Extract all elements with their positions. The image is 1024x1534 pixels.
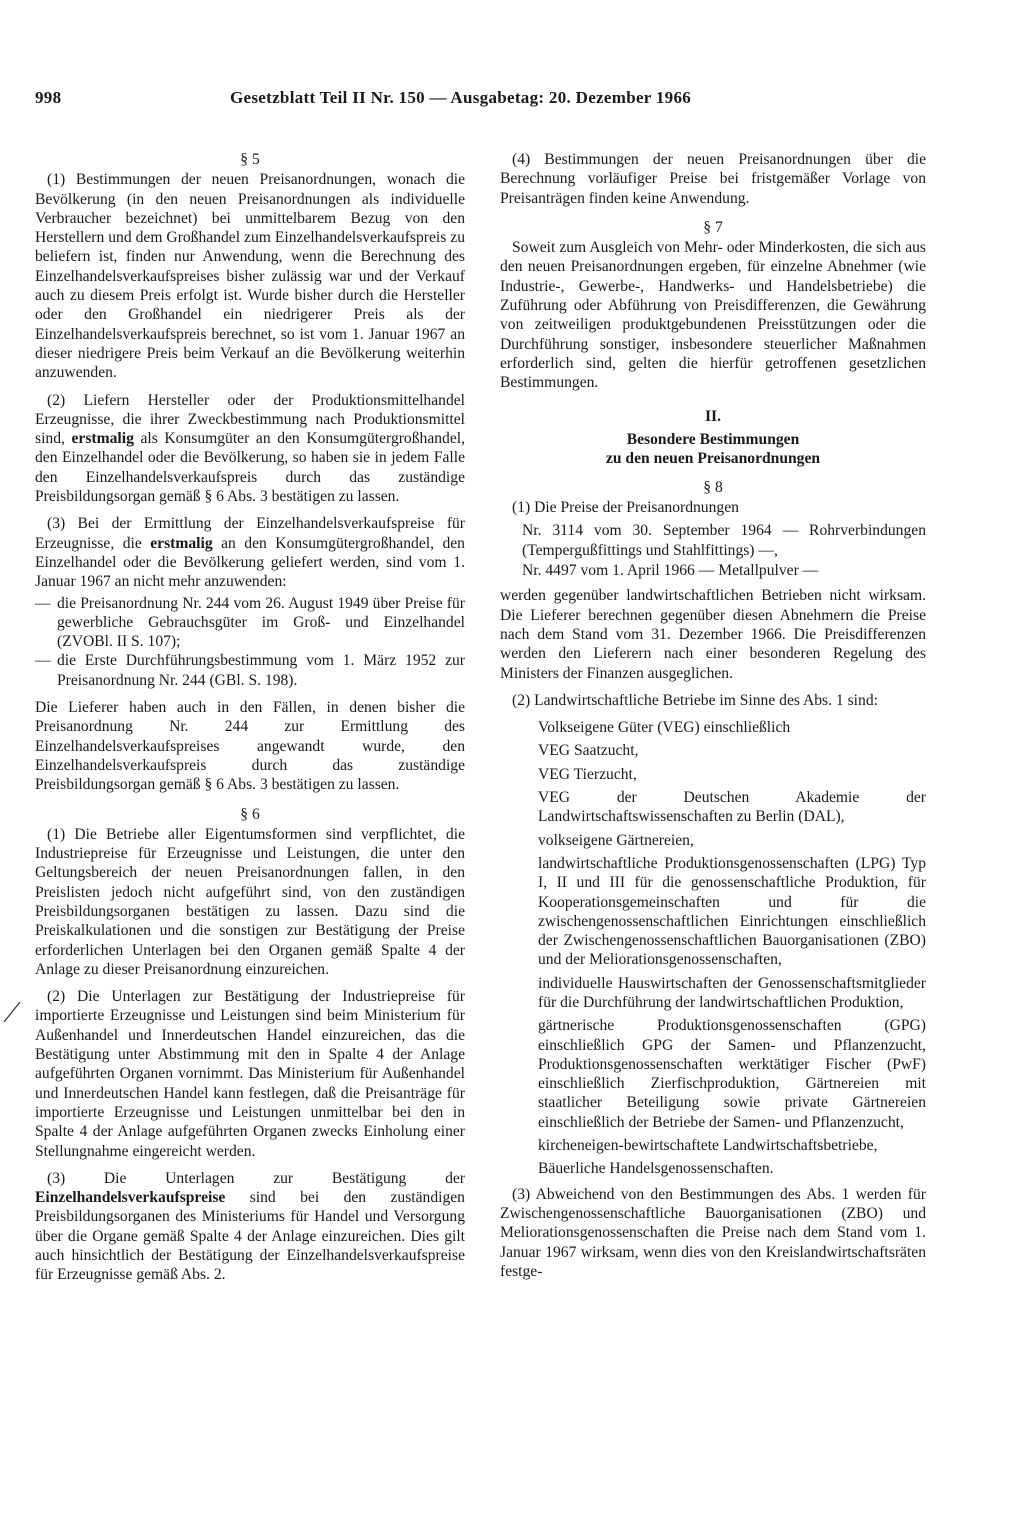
section5-paragraph2 bbox=[35, 391, 465, 507]
section6-paragraph4: (4) Bestimmungen der neuen Preisanordnungen über die Berechnung vorläufiger Preise bei fristgemäßer Vorlage von Preisanträgen finden keine Anwendung. bbox=[500, 151, 926, 207]
emphasis-erstmalig: erstmalig bbox=[150, 534, 213, 552]
farm-enterprise-list bbox=[500, 718, 926, 1179]
page-header bbox=[35, 88, 755, 114]
list-item: VEG Tierzucht, bbox=[538, 765, 637, 783]
list-item: Bäuerliche Handelsgenossenschaften. bbox=[538, 1160, 774, 1178]
section5-paragraph1: (1) Bestimmungen der neuen Preisanordnungen, wonach die Bevölkerung (in den neuen Preisanordnungen als individuelle Verbraucher bezeichnet) bei unmittelbarem Bezug von den Herstellern und dem Großhandel zum Einzelhandelsverkaufspreis zu beliefern ist, finden nur Anwendung, wenn die Berechnung des Einzelhandelsverkaufspreises bisher zulässig war und der Verkauf auch zu diesem Preis erfolgt ist. Wurde bisher durch die Hersteller oder den Großhandel ein niedrigerer Preis als der Einzelhandelsverkaufspreis berechnet, so ist vom 1. Januar 1967 an dieser niedrigere Preis beim Verkauf an die Bevölkerung weiterhin anzuwenden. bbox=[35, 171, 465, 382]
emphasis-einzelhandelsverkaufspreise: Einzelhandelsverkaufspreise bbox=[35, 1189, 226, 1207]
text-run: (3) Die Unterlagen zur Bestätigung der bbox=[47, 1169, 465, 1187]
section6-paragraph2: (2) Die Unterlagen zur Bestätigung der Industriepreise für importierte Erzeugnisse und Leistungen sind beim Ministerium für Außenhandel und Innerdeutschen Handel einzureichen, das die Bestätigung unter Abstimmung mit den in Spalte 4 der Anlage aufgeführten Organen vornimmt. Das Ministerium für Außenhandel und Innerdeutschen Handel kann festlegen, daß die Preisanträge für importierte Erzeugnisse und Leistungen unmittelbar bei den in Spalte 4 der Anlage aufgeführten Organen zwecks Einholung einer Stellungnahme eingereicht werden. bbox=[35, 988, 465, 1160]
list-item: gärtnerische Produktionsgenossenschaften (GPG) einschließlich GPG der Samen- und Pflanzenzucht, Produktionsgenossenschaften werktätiger Fischer (PwF) einschließlich Zierfischproduktion, Gärtnereien mit staatlicher Beteiligung sowie private Gärtnereien einschließlich der Betriebe der Samen- und Pflanzenzucht, bbox=[538, 1017, 926, 1131]
part-numeral: II. bbox=[704, 407, 722, 425]
part-title-line1: Besondere Bestimmungen bbox=[626, 430, 800, 448]
right-column bbox=[500, 150, 926, 1289]
running-title: Gesetzblatt Teil II Nr. 150 — Ausgabetag: 20. Dezember 1966 bbox=[230, 88, 692, 107]
section-heading-6: § 6 bbox=[240, 805, 260, 823]
decree-references bbox=[500, 521, 926, 580]
left-column bbox=[35, 150, 465, 1293]
section8-paragraph1-continued: werden gegenüber landwirtschaftlichen Betrieben nicht wirksam. Die Lieferer berechnen gegenüber diesen Abnehmern die Preise nach dem Stand vom 31. Dezember 1966. Die Preisdifferenzen werden den Lieferern nach einer besonderen Regelung des Ministers der Finanzen ausgeglichen. bbox=[500, 587, 926, 682]
dash-mark: — bbox=[35, 652, 51, 670]
dash-item-text: die Preisanordnung Nr. 244 vom 26. August 1949 über Preise für gewerbliche Gebrauchsgüter im Groß- und Einzelhandel (ZVOBl. II S. 107); bbox=[57, 594, 465, 651]
list-item: volkseigene Gärtnereien, bbox=[538, 831, 694, 849]
section-heading-7: § 7 bbox=[703, 218, 723, 236]
list-item: VEG Saatzucht, bbox=[538, 742, 639, 760]
text-run: an den Konsumgütergroßhandel, den Einzelhandel oder die Bevölkerung geliefert werden, sind vom 1. Januar 1967 an nicht mehr anzuwenden: bbox=[35, 534, 465, 591]
dash-item-text: die Erste Durchführungsbestimmung vom 1. März 1952 zur Preisanordnung Nr. 244 (GBl. S. 198). bbox=[57, 652, 465, 689]
dash-mark: — bbox=[35, 594, 51, 612]
list-item: Volkseigene Güter (VEG) einschließlich bbox=[538, 719, 791, 737]
section6-paragraph1: (1) Die Betriebe aller Eigentumsformen sind verpflichtet, die Industriepreise für Erzeugnisse und Leistungen, die unter den Geltungsbereich der neuen Preisanordnungen fallen, in den Preislisten jedoch nicht aufgeführt sind, von den zuständigen Preisbildungsorganen bestätigen zu lassen. Dazu sind die Preiskalkulationen und die sonstigen zur Bestätigung der Preise erforderlichen Unterlagen bei den Organen gemäß Spalte 4 der Anlage zu dieser Preisanordnung einzureichen. bbox=[35, 825, 465, 978]
section8-paragraph3: (3) Abweichend von den Bestimmungen des Abs. 1 werden für Zwischengenossenschaftliche Bauorganisationen (ZBO) und Meliorationsgenossenschaften die Preise nach dem Stand vom 1. Januar 1967 wirksam, wenn dies von den Kreislandwirtschaftsräten festge- bbox=[500, 1185, 926, 1280]
decree-reference-2: Nr. 4497 vom 1. April 1966 — Metallpulver — bbox=[522, 562, 819, 580]
margin-pen-mark bbox=[2, 1000, 22, 1024]
list-item: kircheneigen-bewirtschaftete Landwirtschaftsbetriebe, bbox=[538, 1137, 878, 1155]
section8-paragraph2: (2) Landwirtschaftliche Betriebe im Sinne des Abs. 1 sind: bbox=[512, 691, 878, 709]
page-number: 998 bbox=[35, 88, 62, 107]
dash-item bbox=[35, 651, 465, 690]
decree-reference-1: Nr. 3114 vom 30. September 1964 — Rohrverbindungen (Tempergußfittings und Stahlfittings) —, bbox=[522, 522, 926, 559]
section-heading-8: § 8 bbox=[703, 478, 723, 496]
text-run: als Konsumgüter an den Konsumgütergroßhandel, den Einzelhandel oder die Bevölkerung, so haben sie in jedem Falle den Einzelhandelsverkaufspreis durch das zuständige Preisbildungsorgan gemäß § 6 Abs. 3 bestätigen zu lassen. bbox=[35, 430, 465, 506]
text-run: sind bei den zuständigen Preisbildungsorganen des Ministeriums für Handel und Versorgung über die Organe gemäß Spalte 4 der Anlage einzureichen. Dies gilt auch hinsichtlich der Bestätigung der Einzelhandelsverkaufspreise für Erzeugnisse gemäß Abs. 2. bbox=[35, 1189, 465, 1284]
section5-paragraph3 bbox=[35, 514, 465, 591]
section-heading-5: § 5 bbox=[240, 151, 260, 168]
dash-item bbox=[35, 594, 465, 652]
text-run: (3) Bei der Ermittlung der Einzelhandelsverkaufspreise für Erzeugnisse, die bbox=[35, 515, 465, 552]
part-title bbox=[500, 430, 926, 468]
list-item: landwirtschaftliche Produktionsgenossenschaften (LPG) Typ I, II und III für die genossenschaftliche Produktion, für Kooperationsgemeinschaften und für die zwischengenossenschaftlichen Einrichtungen einschließlich der Zwischengenossenschaftlichen Bauorganisationen (ZBO) und der Meliorationsgenossenschaften, bbox=[538, 854, 926, 969]
section6-paragraph3 bbox=[35, 1169, 465, 1285]
list-item: individuelle Hauswirtschaften der Genossenschaftsmitglieder für die Durchführung der landwirtschaftlichen Produktion, bbox=[538, 974, 926, 1011]
part-title-line2: zu den neuen Preisanordnungen bbox=[605, 449, 821, 467]
section8-paragraph1: (1) Die Preise der Preisanordnungen bbox=[512, 499, 739, 517]
section5-paragraph4: Die Lieferer haben auch in den Fällen, in denen bisher die Preisanordnung Nr. 244 zur Ermittlung des Einzelhandelsverkaufspreises angewandt wurde, den Einzelhandelsverkaufspreis durch das zuständige Preisbildungsorgan gemäß § 6 Abs. 3 bestätigen zu lassen. bbox=[35, 699, 465, 794]
section7-paragraph1: Soweit zum Ausgleich von Mehr- oder Minderkosten, die sich aus den neuen Preisanordnungen ergeben, für einzelne Abnehmer (wie Industrie-, Gewerbe-, Handwerks- und Handelsbetriebe) die Zuführung oder Abführung von Preisdifferenzen, die Gewährung von zeitweiligen produktgebundenen Preisstützungen oder die Durchführung sonstiger, insbesondere steuerlicher Maßnahmen erforderlich sind, gelten die hierfür getroffenen gesetzlichen Bestimmungen. bbox=[500, 239, 926, 392]
list-item: VEG der Deutschen Akademie der Landwirtschaftswissenschaften zu Berlin (DAL), bbox=[538, 789, 926, 826]
emphasis-erstmalig: erstmalig bbox=[71, 430, 134, 448]
text-run: (2) Liefern Hersteller oder der Produktionsmittelhandel Erzeugnisse, die ihrer Zweckbestimmung nach Produktionsmittel sind, bbox=[35, 391, 465, 448]
